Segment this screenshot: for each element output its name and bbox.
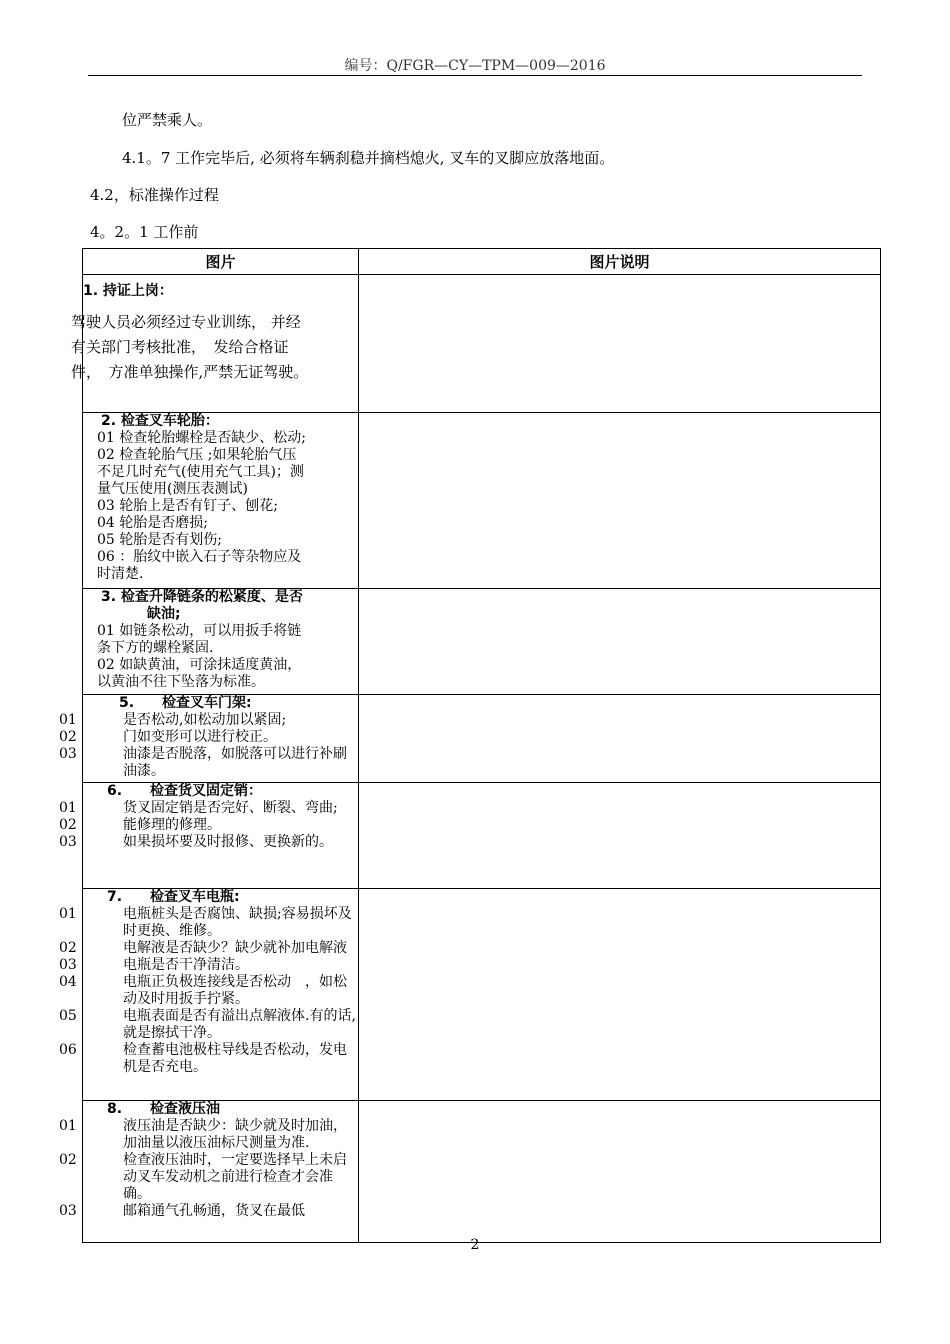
- row-7-image-area: [359, 889, 881, 1101]
- row-2-text: [83, 413, 359, 589]
- row-8-item: [59, 1118, 358, 1152]
- document-code: 编号：Q/FGR—CY—TPM—009—2016: [344, 58, 606, 74]
- item-number: 06: [59, 1042, 77, 1058]
- row-1-line: 件， 方准单独操作,严禁无证驾驶。: [71, 363, 309, 381]
- item-text: 电瓶表面是否有溢出点解液体.有的话,就是擦拭干净。: [123, 1008, 356, 1041]
- row-2-title: 2. 检查叉车轮胎：: [101, 413, 219, 429]
- row-2-line: 02 检查轮胎气压 ;如果轮胎气压: [97, 447, 297, 463]
- row-5-item: [59, 746, 358, 780]
- row-1-text: [71, 275, 359, 413]
- row-1-title: 1. 持证上岗：: [83, 283, 173, 299]
- row-7-item: [59, 906, 358, 940]
- paragraph-continued: 位严禁乘人。: [122, 111, 213, 129]
- item-number: 02: [59, 817, 77, 833]
- paragraph-4-1-7: 4.1。7 工作完毕后, 必须将车辆刹稳并摘档熄火, 叉车的叉脚应放落地面。: [122, 149, 615, 167]
- row-2-line: 06 ：胎纹中嵌入石子等杂物应及: [97, 549, 302, 565]
- item-number: 01: [59, 1118, 77, 1134]
- row-8-text: [59, 1101, 359, 1243]
- item-number: 03: [59, 957, 77, 973]
- row-2-line: 03 轮胎上是否有钉子、刨花;: [97, 498, 278, 514]
- item-number: 02: [59, 1152, 77, 1168]
- section-4-2-title: 4.2，标准操作过程: [90, 186, 219, 204]
- column-header-description: 图片说明: [359, 249, 881, 275]
- item-text: 电瓶桩头是否腐蚀、缺损;容易损坏及时更换、维修。: [123, 906, 352, 939]
- item-number: 01: [59, 712, 77, 728]
- item-text: 电瓶是否干净清洁。: [123, 957, 249, 973]
- item-number: 01: [59, 800, 77, 816]
- row-6-item: [59, 834, 358, 851]
- item-number: 05: [59, 1008, 77, 1024]
- page-number: 2: [470, 1237, 480, 1253]
- table-row: [83, 889, 881, 1101]
- item-number: 03: [59, 746, 77, 762]
- item-number: 01: [59, 906, 77, 922]
- row-7-item: [59, 940, 358, 957]
- row-2-line: 量气压使用(测压表测试): [97, 481, 248, 497]
- item-text: 检查液压油时，一定要选择早上未启动叉车发动机之前进行检查才会准确。: [123, 1152, 347, 1202]
- item-text: 液压油是否缺少：缺少就及时加油，加油量以液压油标尺测量为准.: [123, 1118, 347, 1151]
- row-5-item: [59, 729, 358, 746]
- row-6-item: [59, 800, 358, 817]
- table-row: [83, 413, 881, 589]
- row-2-line: 01 检查轮胎螺栓是否缺少、松动;: [97, 430, 306, 446]
- row-7-item: [59, 974, 358, 1008]
- row-2-line: 04 轮胎是否磨损;: [97, 515, 208, 531]
- row-8-item: [59, 1152, 358, 1203]
- row-3-line: 条下方的螺栓紧固.: [97, 640, 214, 656]
- row-6-item: [59, 817, 358, 834]
- table-row: [83, 589, 881, 695]
- row-8-title: 8. 检查液压油: [107, 1101, 221, 1117]
- row-3-title: 3. 检查升降链条的松紧度、是否: [101, 589, 303, 605]
- row-5-text: [59, 695, 359, 783]
- row-6-title: 6. 检查货叉固定销：: [107, 783, 263, 799]
- table-row: [83, 275, 881, 413]
- item-text: 门如变形可以进行校正。: [123, 729, 277, 745]
- table-row: [83, 783, 881, 889]
- row-6-text: [59, 783, 359, 889]
- item-number: 02: [59, 729, 77, 745]
- item-number: 04: [59, 974, 77, 990]
- item-number: 02: [59, 940, 77, 956]
- row-7-item: [59, 1042, 358, 1076]
- item-text: 油漆是否脱落，如脱落可以进行补刷油漆。: [123, 746, 347, 779]
- row-3-line: 01 如链条松动，可以用扳手将链: [97, 623, 302, 639]
- row-3-text: [83, 589, 359, 695]
- row-3-line: 02 如缺黄油，可涂抹适度黄油，: [97, 657, 302, 673]
- item-text: 能修理的修理。: [123, 817, 221, 833]
- item-text: 是否松动,如松动加以紧固;: [123, 712, 287, 728]
- item-text: 电瓶正负极连接线是否松动 ，如松动及时用扳手拧紧。: [123, 974, 347, 1007]
- header-rule: [88, 75, 862, 76]
- row-7-item: [59, 957, 358, 974]
- row-3-title-cont: 缺油;: [147, 606, 181, 622]
- column-header-picture: 图片: [83, 249, 359, 275]
- row-2-line: 05 轮胎是否有划伤;: [97, 532, 222, 548]
- item-text: 检查蓄电池极柱导线是否松动，发电机是否充电。: [123, 1042, 347, 1075]
- table-row: [83, 1101, 881, 1243]
- row-5-item: [59, 712, 358, 729]
- item-text: 邮箱通气孔畅通，货叉在最低: [123, 1203, 305, 1219]
- row-5-title: 5. 检查叉车门架:: [119, 695, 252, 711]
- row-3-line: 以黄油不往下坠落为标准。: [97, 674, 265, 690]
- item-number: 03: [59, 834, 77, 850]
- table-row: [83, 695, 881, 783]
- row-7-item: [59, 1008, 358, 1042]
- row-8-image-area: [359, 1101, 881, 1243]
- row-2-line: 不足几时充气(使用充气工具)；测: [97, 464, 304, 480]
- row-2-line: 时清楚.: [97, 566, 144, 582]
- item-text: 货叉固定销是否完好、断裂、弯曲;: [123, 800, 338, 816]
- row-7-title: 7. 检查叉车电瓶:: [107, 889, 240, 905]
- row-1-body: [71, 310, 358, 385]
- row-6-image-area: [359, 783, 881, 889]
- row-5-image-area: [359, 695, 881, 783]
- item-number: 03: [59, 1203, 77, 1219]
- row-3-image-area: [359, 589, 881, 695]
- row-1-image-area: [359, 275, 881, 413]
- row-2-image-area: [359, 413, 881, 589]
- item-text: 电解液是否缺少？缺少就补加电解液: [123, 940, 347, 956]
- row-7-text: [59, 889, 359, 1101]
- row-1-line: 有关部门考核批准， 发给合格证: [71, 338, 289, 356]
- row-8-item: [59, 1203, 358, 1220]
- section-4-2-1-title: 4。2。1 工作前: [90, 223, 199, 241]
- inspection-table: [59, 248, 881, 1243]
- row-1-line: 驾驶人员必须经过专业训练， 并经: [71, 313, 301, 331]
- item-text: 如果损坏要及时报修、更换新的。: [123, 834, 333, 850]
